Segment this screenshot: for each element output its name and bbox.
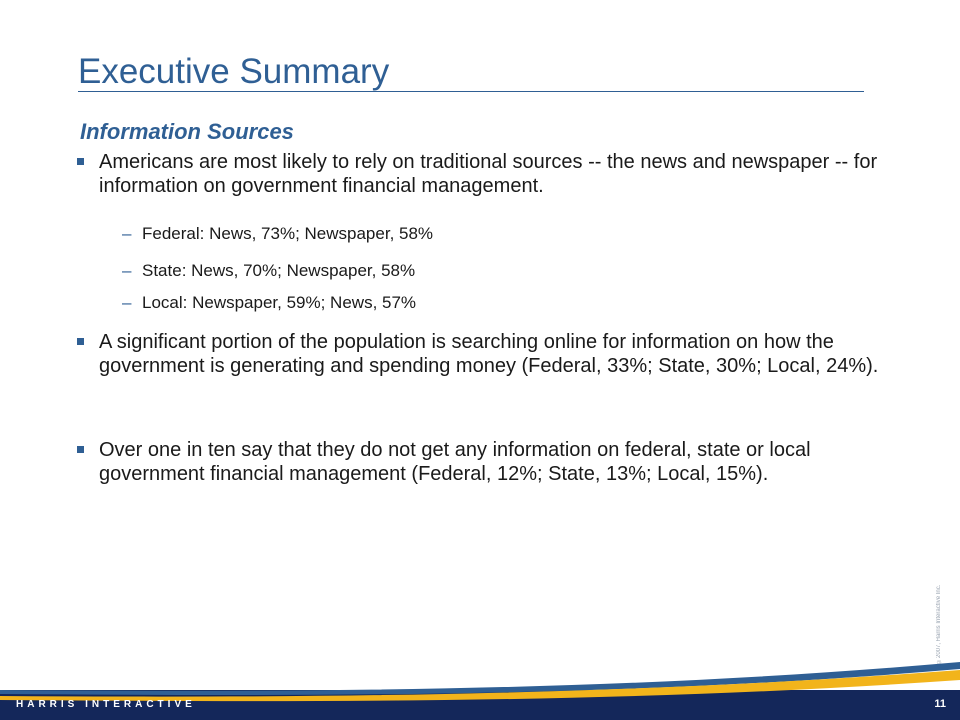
page-number: 11 (934, 698, 946, 710)
bullet-item (99, 150, 909, 198)
slide-title: Executive Summary (78, 52, 390, 91)
sub-bullet-text: Local: Newspaper, 59%; News, 57% (142, 293, 417, 312)
square-bullet-icon (77, 338, 84, 345)
bullet-item (99, 330, 909, 378)
sub-bullet-item (122, 293, 417, 313)
dash-bullet-icon: – (122, 224, 132, 243)
bullet-item (99, 438, 909, 486)
sub-bullet-text: State: News, 70%; Newspaper, 58% (142, 261, 416, 280)
footer-brand-wordmark: HARRIS INTERACTIVE (16, 699, 196, 710)
sub-bullet-item (122, 224, 434, 244)
sub-bullet-text: Federal: News, 73%; Newspaper, 58% (142, 224, 434, 243)
bullet-text: A significant portion of the population is searching online for information on how the government is generating and spending money (Federal, 33%; State, 30%; Local, 24%). (99, 331, 879, 377)
bullet-text: Over one in ten say that they do not get any information on federal, state or local government financial management (Federal, 12%; State, 13%; Local, 15%). (99, 439, 811, 485)
square-bullet-icon (77, 158, 84, 165)
copyright-notice: ©2007, Harris Interactive Inc. (936, 584, 942, 664)
footer-swoosh (0, 662, 960, 720)
dash-bullet-icon: – (122, 261, 132, 280)
bullet-text: Americans are most likely to rely on traditional sources -- the news and newspaper -- for information on government financial management. (99, 151, 878, 197)
dash-bullet-icon: – (122, 293, 132, 312)
section-heading: Information Sources (80, 119, 294, 144)
square-bullet-icon (77, 446, 84, 453)
sub-bullet-item (122, 261, 416, 281)
title-divider (78, 91, 864, 92)
